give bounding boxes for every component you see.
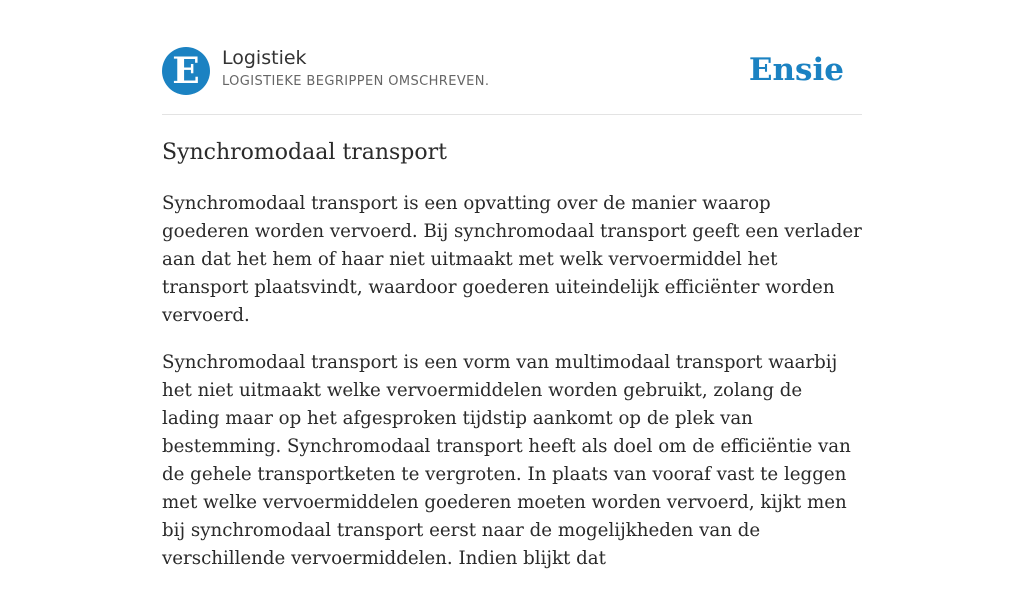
site-title[interactable]: Logistiek bbox=[222, 47, 307, 69]
article-body bbox=[162, 190, 862, 592]
site-logo-icon[interactable]: E bbox=[162, 47, 210, 95]
site-header bbox=[162, 46, 862, 115]
site-subtitle: LOGISTIEKE BEGRIPPEN OMSCHREVEN. bbox=[222, 74, 490, 89]
article-paragraph: Synchromodaal transport is een opvatting over de manier waarop goederen worden vervoerd. Bij synchromodaal transport geeft een verlader aan dat het hem of haar niet uitmaakt met welk vervoermiddel het transport plaatsvindt, waardoor goederen uiteindelijk efficiënter worden vervoerd. bbox=[162, 193, 862, 326]
article-title: Synchromodaal transport bbox=[162, 140, 447, 165]
page bbox=[162, 0, 862, 569]
article-paragraph: Synchromodaal transport is een vorm van multimodaal transport waarbij het niet uitmaakt welke vervoermiddelen worden gebruikt, zolang de lading maar op het afgesproken tijdstip aankomt op de plek van bestemming. Synchromodaal transport heeft als doel om de efficiëntie van de gehele transportketen te vergroten. In plaats van vooraf vast te leggen met welke vervoermiddelen goederen moeten worden vervoerd, kijkt men bij synchromodaal transport eerst naar de mogelijkheden van de verschillende vervoermiddelen. Indien blijkt dat bbox=[162, 352, 851, 569]
brand-logo[interactable]: Ensie bbox=[748, 52, 844, 88]
